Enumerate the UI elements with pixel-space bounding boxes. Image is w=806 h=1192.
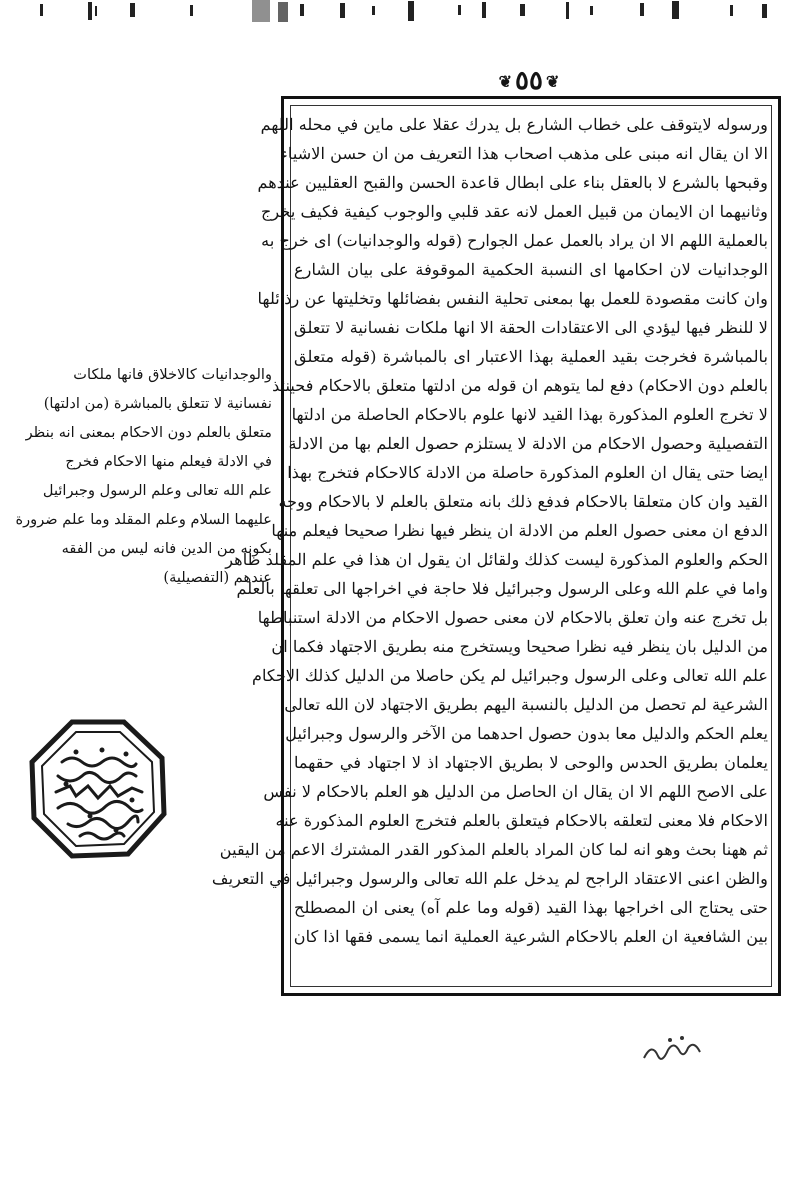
main-text-line: وثانيهما ان الايمان من قبيل العمل لانه عقد قلبي والوجوب كيفية فكيف يخرج — [260, 202, 768, 221]
main-text-line: وان كانت مقصودة للعمل بها بمعنى تحلية النفس بفضائلها وتخليتها عن رذائلها — [257, 289, 768, 308]
main-text-line: القيد وان كان متعلقا بالاحكام فدفع ذلك بانه متعلق بالعلم لا بالاحكام ووجه — [278, 492, 768, 511]
top-edge-marks — [0, 0, 806, 30]
main-text-line: ايضا حتى يقال ان العلوم المذكورة حاصلة من الادلة كالاحكام فتخرج بهذا — [287, 463, 768, 482]
main-text-line: وقبحها بالشرع لا بالعقل بناء على ابطال قاعدة الحسن والقبح العقليين عندهم — [257, 173, 768, 192]
main-text-line: من الدليل بان ينظر فيه نظرا صحيحا ويستخرج منه بطريق الاجتهاد فكما ان — [271, 637, 768, 656]
main-text-line: واما في علم الله وعلى الرسول وجبرائيل فلا حاجة في اخراجها الى تعلقها بالعلم — [236, 579, 768, 598]
margin-note-line: متعلق بالعلم دون الاحكام بمعنى انه بنظر — [25, 424, 272, 441]
main-text-line: بالعملية اللهم الا ان يراد بالعمل عمل الجوارح (قوله والوجدانيات) اى خرج به — [261, 231, 768, 250]
main-text-line: على الاصح اللهم الا ان يقال ان الحاصل من الدليل هو العلم بالاحكام لا نفس — [263, 782, 768, 801]
main-text-line: بالمباشرة فخرجت بقيد العملية بهذا الاعتبار اى بالمباشرة (قوله متعلق — [294, 347, 768, 366]
main-text-line: الا ان يقال انه مبنى على مذهب اصحاب هذا التعريف من ان حسن الاشياء — [280, 144, 768, 163]
main-text-line: يعلمان بطريق الحدس والوحى لا بطريق الاجتهاد اذ لا اجتهاد في حقهما — [294, 753, 768, 772]
margin-note — [10, 360, 272, 592]
main-text-line: والظن اعنى الاعتقاد الراجح لم يدخل علم الله تعالى والرسول وجبرائيل في التعريف — [211, 869, 768, 888]
margin-note-line: علم الله تعالى وعلم الرسول وجبرائيل — [42, 482, 272, 499]
main-text-line: بالعلم دون الاحكام) دفع لما يتوهم ان قوله من ادلتها متعلق بالاحكام فحينئذ — [272, 376, 768, 395]
main-text-line: الحكم والعلوم المذكورة ليست كذلك ولقائل ان يقول ان هذا في علم المقلد ظاهر — [225, 550, 768, 569]
main-text-line: لا تخرج العلوم المذكورة بهذا القيد لانها علوم بالاحكام الحاصلة من ادلتها — [291, 405, 768, 424]
main-text-line: الدفع ان معنى حصول العلم من الادلة ان ينظر فيها نظرا صحيحا فيعلم منها — [271, 521, 768, 540]
main-text-line: ورسوله لايتوقف على خطاب الشارع بل يدرك عقلا على ماين في محله اللهم — [260, 115, 768, 134]
margin-note-line: في الادلة فيعلم منها الاحكام فخرج — [65, 453, 272, 470]
main-text-line: الوجدانيات لان احكامها اى النسبة الحكمية الموقوفة على بيان الشارع — [294, 260, 768, 279]
main-text-line: التفصيلية وحصول الاحكام من الادلة لا يستلزم حصول العلم بها من الادلة — [288, 434, 768, 453]
main-text-line: يعلم الحكم والدليل معا بدون حصول احدهما من الآخر والرسول وجبرائيل — [285, 724, 768, 743]
margin-note-line: عليهما السلام وعلم المقلد وما علم ضرورة — [15, 511, 272, 528]
seal-stamp — [28, 718, 168, 860]
main-text-line: بل تخرج عنه وان تعلق بالاحكام لان معنى حصول الاحكام من الادلة استنباطها — [257, 608, 768, 627]
main-text-line: لا للنظر فيها ليؤدي الى الاعتقادات الحقة الا انها ملكات نفسانية لا تتعلق — [294, 318, 768, 337]
margin-note-line: والوجدانيات كالاخلاق فانها ملكات — [73, 366, 272, 383]
main-text-line: علم الله تعالى وعلى الرسول وجبرائيل لم يكن حاصلا من الدليل كذلك الاحكام — [251, 666, 768, 685]
main-text-line: بين الشافعية ان العلم بالاحكام الشرعية العملية انما يسمى فقها اذا كان — [293, 927, 768, 946]
main-text-line: الاحكام فلا معنى لتعلقه بالاحكام فيتعلق بالعلم فتخرج العلوم المذكورة عنه — [275, 811, 768, 830]
main-text-line: الشرعية لم تحصل من الدليل بالنسبة اليهم بطريق الاجتهاد لان الله تعالى — [284, 695, 768, 714]
main-text-line: ثم ههنا بحث وهو انه لما كان المراد بالعلم المذكور القدر المشترك الاعم من اليقين — [219, 840, 768, 859]
margin-note-line: عندهم (التفصيلية) — [163, 569, 272, 586]
main-text-line: حتى يحتاج الى اخراجها بهذا القيد (قوله وما علم آه) يعنى ان المصطلح — [294, 898, 768, 917]
margin-note-line: بكونه من الدين فانه ليس من الفقه — [61, 540, 272, 557]
stray-ink-mark — [640, 1030, 710, 1070]
page-number: ❦ ٥٥ ❦ — [492, 64, 566, 98]
margin-note-line: نفسانية لا تتعلق بالمباشرة (من ادلتها) — [43, 395, 272, 412]
